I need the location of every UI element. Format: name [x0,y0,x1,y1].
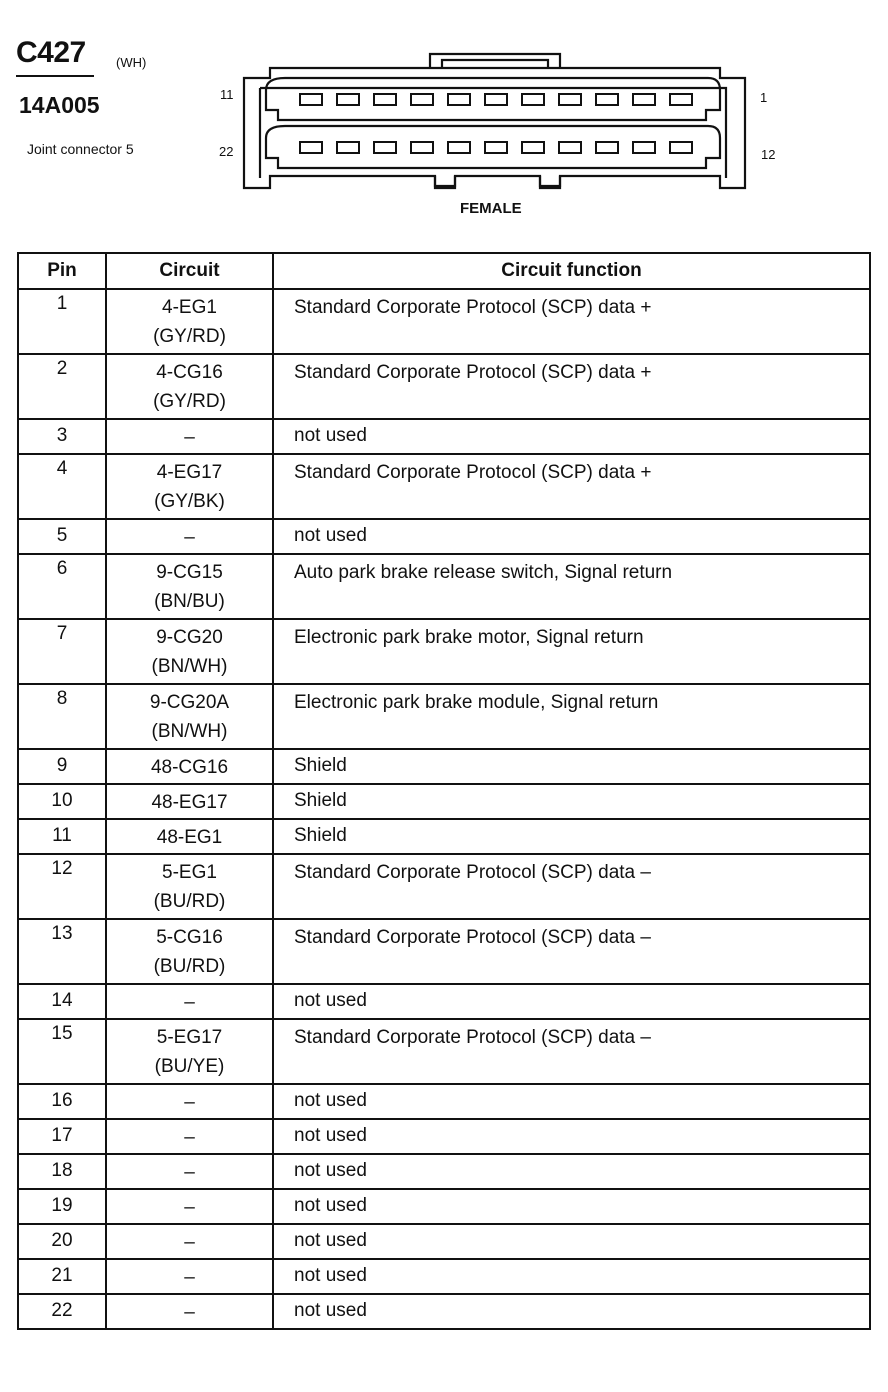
pin-cavity [485,94,507,105]
circuit-cell [106,1154,273,1189]
pin-number: 6 [18,554,106,619]
connector-color: (WH) [116,55,147,70]
table-row [18,289,870,354]
circuit-function: not used [273,419,870,454]
pin-cavity [596,142,618,153]
wire-color: (BN/WH) [151,721,228,742]
circuit-cell [106,554,273,619]
pin-cavity [522,94,544,105]
table-row [18,984,870,1019]
part-number: 14A005 [19,92,100,118]
connector-code: C427 [16,36,86,69]
table-row [18,1294,870,1329]
circuit-function: Standard Corporate Protocol (SCP) data + [273,289,870,354]
circuit-cell [106,519,273,554]
pin-cavity [559,142,581,153]
table-row [18,554,870,619]
circuit-function: not used [273,519,870,554]
pin-label-bottom-right: 12 [761,147,776,162]
circuit-function: not used [273,984,870,1019]
circuit-cell [106,1259,273,1294]
table-row [18,519,870,554]
pin-number: 22 [18,1294,106,1329]
circuit-id: – [184,1232,195,1253]
table-row [18,419,870,454]
connector-housing [244,68,745,188]
pin-label-bottom-left: 22 [219,144,234,159]
circuit-function: not used [273,1259,870,1294]
pin-cavity [448,94,470,105]
pin-cavity [633,142,655,153]
circuit-id: 5-CG16 [156,927,223,948]
wire-color: (BU/YE) [154,1056,225,1077]
pin-number: 15 [18,1019,106,1084]
pin-number: 3 [18,419,106,454]
column-header-function: Circuit function [273,253,870,289]
circuit-function: Shield [273,749,870,784]
connector-face-diagram [230,48,760,198]
circuit-function: not used [273,1119,870,1154]
table-row [18,1119,870,1154]
circuit-cell [106,1294,273,1329]
table-row [18,1154,870,1189]
pin-number: 14 [18,984,106,1019]
pin-number: 16 [18,1084,106,1119]
circuit-id: 48-EG1 [156,827,223,848]
table-row [18,454,870,519]
circuit-id: – [184,992,195,1013]
wire-color: (GY/BK) [154,491,225,512]
circuit-cell [106,289,273,354]
wire-color: (BN/WH) [151,656,228,677]
circuit-cell [106,984,273,1019]
wire-color: (BU/RD) [153,956,226,977]
pin-number: 1 [18,289,106,354]
circuit-cell [106,619,273,684]
circuit-function: Standard Corporate Protocol (SCP) data + [273,354,870,419]
table-row [18,684,870,749]
pin-number: 4 [18,454,106,519]
circuit-cell [106,684,273,749]
table-header-row [18,253,870,289]
wire-color: (GY/RD) [153,391,226,412]
circuit-cell [106,819,273,854]
pin-number: 8 [18,684,106,749]
circuit-function: Shield [273,784,870,819]
circuit-id: – [184,1162,195,1183]
pin-number: 2 [18,354,106,419]
pin-cavity [411,94,433,105]
table-row [18,1019,870,1084]
circuit-id: 9-CG15 [156,562,223,583]
circuit-function: not used [273,1224,870,1259]
pin-table [17,252,871,1330]
circuit-cell [106,784,273,819]
pin-cavity [374,94,396,105]
circuit-cell [106,1019,273,1084]
pin-cavity [633,94,655,105]
pin-cavity [411,142,433,153]
circuit-function: Standard Corporate Protocol (SCP) data – [273,1019,870,1084]
pin-cavity [670,142,692,153]
circuit-id: 4-EG17 [156,462,223,483]
column-header-pin: Pin [18,253,106,289]
circuit-function: Shield [273,819,870,854]
table-row [18,354,870,419]
circuit-function: not used [273,1084,870,1119]
pin-cavity [374,142,396,153]
wire-color: (BU/RD) [153,891,226,912]
circuit-id: – [184,1302,195,1323]
circuit-cell [106,749,273,784]
wire-color: (GY/RD) [153,326,226,347]
circuit-function: Standard Corporate Protocol (SCP) data – [273,854,870,919]
pin-cavity [596,94,618,105]
circuit-id: – [184,1092,195,1113]
circuit-function: Auto park brake release switch, Signal return [273,554,870,619]
connector-description: Joint connector 5 [27,141,134,157]
column-header-circuit: Circuit [106,253,273,289]
circuit-function: not used [273,1189,870,1224]
pin-number: 9 [18,749,106,784]
circuit-function: Electronic park brake motor, Signal return [273,619,870,684]
table-row [18,1084,870,1119]
pin-number: 5 [18,519,106,554]
circuit-id: – [184,1267,195,1288]
circuit-id: 9-CG20 [156,627,223,648]
table-row [18,819,870,854]
circuit-function: Electronic park brake module, Signal return [273,684,870,749]
pin-cavity [300,142,322,153]
circuit-id: 48-CG16 [150,757,229,778]
circuit-cell [106,454,273,519]
circuit-id: 48-EG17 [151,792,228,813]
pin-cavity [670,94,692,105]
circuit-cell [106,854,273,919]
circuit-cell [106,1084,273,1119]
circuit-cell [106,919,273,984]
circuit-id: 9-CG20A [149,692,230,713]
circuit-cell [106,1189,273,1224]
table-row [18,919,870,984]
table-row [18,1259,870,1294]
circuit-cell [106,354,273,419]
pin-number: 10 [18,784,106,819]
pin-cavity [559,94,581,105]
circuit-function: not used [273,1294,870,1329]
circuit-id: 4-EG1 [162,297,217,318]
table-row [18,854,870,919]
pin-cavity [337,142,359,153]
pin-label-top-left: 11 [220,87,234,102]
pin-cavity [300,94,322,105]
connector-row-top [266,78,720,120]
pin-number: 21 [18,1259,106,1294]
pin-number: 13 [18,919,106,984]
table-row [18,1224,870,1259]
pin-cavity [448,142,470,153]
connector-gender-label: FEMALE [460,200,522,217]
circuit-cell [106,1119,273,1154]
table-row [18,619,870,684]
pin-number: 19 [18,1189,106,1224]
circuit-cell [106,419,273,454]
pin-cavity [522,142,544,153]
pin-number: 11 [18,819,106,854]
circuit-function: Standard Corporate Protocol (SCP) data + [273,454,870,519]
connector-code-underline [16,75,94,77]
circuit-id: 5-EG1 [162,862,217,883]
pin-cavity [337,94,359,105]
pin-label-top-right: 1 [760,90,768,105]
circuit-id: 4-CG16 [156,362,223,383]
pin-cavity [485,142,507,153]
circuit-id: – [184,427,195,448]
pin-number: 17 [18,1119,106,1154]
circuit-id: – [184,1197,195,1218]
circuit-cell [106,1224,273,1259]
table-row [18,1189,870,1224]
pin-number: 12 [18,854,106,919]
table-row [18,749,870,784]
pin-number: 20 [18,1224,106,1259]
pin-number: 18 [18,1154,106,1189]
connector-row-bottom [266,126,720,168]
table-row [18,784,870,819]
circuit-id: – [184,527,195,548]
wire-color: (BN/BU) [154,591,225,612]
pin-number: 7 [18,619,106,684]
circuit-function: Standard Corporate Protocol (SCP) data – [273,919,870,984]
circuit-id: 5-EG17 [156,1027,223,1048]
circuit-id: – [184,1127,195,1148]
circuit-function: not used [273,1154,870,1189]
